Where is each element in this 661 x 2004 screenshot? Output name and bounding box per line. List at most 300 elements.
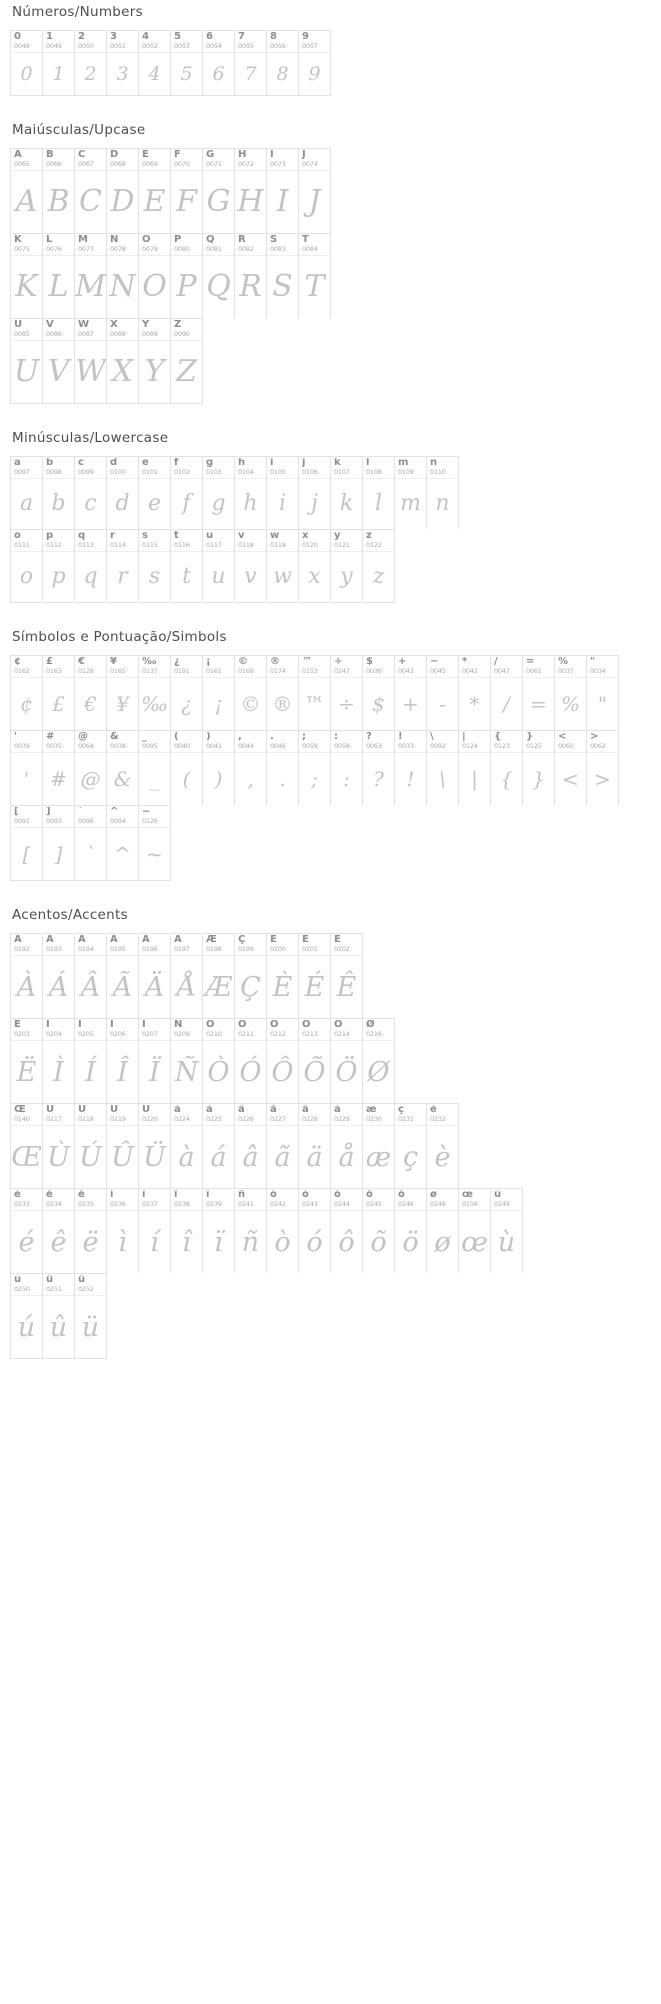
glyph-row [10, 529, 395, 603]
glyph-cell[interactable] [427, 1104, 459, 1188]
glyph-cell[interactable] [43, 234, 75, 318]
glyph-cell-header [107, 1019, 138, 1041]
glyph-code-label: 0116 [174, 541, 190, 549]
glyph-cell[interactable] [43, 319, 75, 403]
glyph-cell[interactable] [299, 149, 331, 233]
glyph-cell-header [171, 731, 202, 753]
glyph-cell[interactable] [235, 530, 267, 602]
glyph-sample: ' [23, 767, 30, 791]
glyph-character-label: á [206, 1105, 213, 1115]
glyph-character-label: + [398, 657, 407, 667]
glyph-sample: à [178, 1141, 195, 1173]
glyph-character-label: 1 [46, 32, 53, 42]
glyph-cell[interactable] [75, 530, 107, 602]
glyph-cell[interactable] [427, 1189, 459, 1273]
glyph-cell-header [267, 1104, 298, 1126]
glyph-cell[interactable] [171, 1189, 203, 1273]
glyph-cell[interactable] [43, 1104, 75, 1188]
glyph-cell[interactable] [75, 1274, 107, 1358]
glyph-cell[interactable] [299, 457, 331, 529]
glyph-cell[interactable] [235, 1104, 267, 1188]
glyph-character-label: õ [366, 1190, 373, 1200]
glyph-cell-header [75, 530, 106, 552]
glyph-cell[interactable] [267, 1189, 299, 1273]
glyph-cell[interactable] [171, 457, 203, 529]
glyph-character-label: ) [206, 732, 211, 742]
glyph-code-label: 0070 [174, 160, 190, 168]
glyph-sample: @ [80, 767, 101, 791]
glyph-cell[interactable] [395, 1104, 427, 1188]
glyph-sample: \ [439, 767, 446, 791]
glyph-cell[interactable] [11, 234, 43, 318]
glyph-sample: . [279, 767, 286, 791]
glyph-cell[interactable] [363, 656, 395, 730]
glyph-cell[interactable] [203, 234, 235, 318]
glyph-cell-header [75, 934, 106, 956]
glyph-cell[interactable] [203, 1189, 235, 1273]
glyph-cell-header [171, 149, 202, 171]
glyph-code-label: 0236 [110, 1200, 126, 1208]
glyph-cell-header [139, 1104, 170, 1126]
glyph-cell-header [203, 31, 234, 53]
glyph-cell[interactable] [139, 319, 171, 403]
glyph-cell[interactable] [171, 31, 203, 95]
glyph-cell[interactable] [43, 530, 75, 602]
glyph-cell[interactable] [299, 731, 331, 805]
glyph-cell[interactable] [171, 530, 203, 602]
glyph-cell-header [395, 731, 426, 753]
glyph-cell[interactable] [171, 149, 203, 233]
glyph-character-label: f [174, 458, 179, 468]
glyph-cell-header [267, 457, 298, 479]
glyph-character-label: z [366, 531, 372, 541]
glyph-cell[interactable] [171, 1104, 203, 1188]
glyph-cell-header [235, 1104, 266, 1126]
glyph-cell[interactable] [75, 1104, 107, 1188]
glyph-sample: ö [402, 1226, 419, 1258]
glyph-cell[interactable] [331, 457, 363, 529]
glyph-cell-header [491, 656, 522, 678]
glyph-cell[interactable] [427, 656, 459, 730]
glyph-cell-header [267, 31, 298, 53]
glyph-cell[interactable] [459, 656, 491, 730]
glyph-sample: À [16, 971, 37, 1003]
glyph-cell[interactable] [331, 656, 363, 730]
glyph-character-label: ¿ [174, 657, 180, 667]
glyph-code-label: 0202 [334, 945, 350, 953]
glyph-cell[interactable] [299, 1104, 331, 1188]
glyph-cell-header [43, 457, 74, 479]
glyph-cell[interactable] [267, 731, 299, 805]
glyph-cell[interactable] [43, 457, 75, 529]
glyph-cell[interactable] [459, 731, 491, 805]
glyph-cell[interactable] [75, 934, 107, 1018]
glyph-code-label: 0162 [14, 667, 30, 675]
glyph-sample: V [47, 354, 70, 389]
glyph-cell[interactable] [555, 656, 587, 730]
glyph-cell[interactable] [203, 31, 235, 95]
glyph-cell[interactable] [43, 1274, 75, 1358]
glyph-sample: : [343, 767, 350, 791]
glyph-character-label: < [558, 732, 567, 742]
glyph-cell-header [171, 31, 202, 53]
glyph-cell[interactable] [43, 149, 75, 233]
glyph-cell[interactable] [107, 319, 139, 403]
glyph-cell-header [299, 149, 330, 171]
glyph-cell[interactable] [107, 31, 139, 95]
glyph-cell[interactable] [427, 731, 459, 805]
glyph-cell[interactable] [363, 1019, 395, 1103]
glyph-cell[interactable] [203, 149, 235, 233]
glyph-cell[interactable] [11, 31, 43, 95]
glyph-cell[interactable] [171, 731, 203, 805]
glyph-cell[interactable] [107, 1189, 139, 1273]
glyph-cell[interactable] [203, 530, 235, 602]
glyph-cell[interactable] [139, 806, 171, 880]
glyph-cell[interactable] [299, 656, 331, 730]
glyph-sample: Q [206, 269, 231, 304]
glyph-cell[interactable] [363, 1104, 395, 1188]
glyph-cell[interactable] [235, 234, 267, 318]
glyph-sample: î [182, 1226, 191, 1258]
glyph-cell[interactable] [235, 149, 267, 233]
glyph-cell[interactable] [491, 656, 523, 730]
glyph-cell[interactable] [139, 530, 171, 602]
glyph-code-label: 0199 [238, 945, 254, 953]
glyph-sample: = [530, 692, 547, 716]
glyph-grid [10, 456, 651, 603]
glyph-sample: ™ [304, 692, 325, 716]
glyph-cell[interactable] [267, 31, 299, 95]
glyph-sample: Æ [204, 971, 233, 1003]
glyph-cell[interactable] [267, 234, 299, 318]
glyph-cell[interactable] [43, 806, 75, 880]
glyph-code-label: 0209 [174, 1030, 190, 1038]
glyph-character-label: Ú [78, 1105, 87, 1115]
glyph-cell[interactable] [107, 530, 139, 602]
glyph-cell[interactable] [491, 731, 523, 805]
glyph-character-label: K [14, 235, 22, 245]
glyph-cell[interactable] [235, 457, 267, 529]
glyph-code-label: 0232 [430, 1115, 446, 1123]
glyph-cell[interactable] [107, 934, 139, 1018]
glyph-cell[interactable] [299, 31, 331, 95]
glyph-cell[interactable] [587, 656, 619, 730]
glyph-cell[interactable] [363, 1189, 395, 1273]
glyph-sample: ` [85, 842, 96, 866]
glyph-cell[interactable] [75, 31, 107, 95]
glyph-cell[interactable] [107, 457, 139, 529]
glyph-character-label: Ã [110, 935, 118, 945]
glyph-cell[interactable] [331, 731, 363, 805]
glyph-cell[interactable] [235, 1019, 267, 1103]
glyph-cell[interactable] [75, 149, 107, 233]
glyph-cell[interactable] [427, 457, 459, 529]
glyph-cell[interactable] [107, 731, 139, 805]
glyph-cell[interactable] [107, 234, 139, 318]
glyph-cell[interactable] [11, 457, 43, 529]
glyph-cell[interactable] [459, 1189, 491, 1273]
glyph-cell[interactable] [75, 234, 107, 318]
glyph-character-label: B [46, 150, 54, 160]
glyph-cell[interactable] [235, 731, 267, 805]
glyph-cell[interactable] [363, 457, 395, 529]
glyph-cell[interactable] [139, 234, 171, 318]
glyph-cell[interactable] [171, 1019, 203, 1103]
glyph-cell[interactable] [75, 806, 107, 880]
glyph-cell-header [107, 457, 138, 479]
glyph-cell[interactable] [523, 656, 555, 730]
glyph-sample: K [15, 269, 38, 304]
glyph-cell[interactable] [395, 656, 427, 730]
glyph-cell[interactable] [139, 934, 171, 1018]
glyph-cell[interactable] [43, 656, 75, 730]
glyph-sample: v [244, 564, 257, 589]
glyph-code-label: 0246 [398, 1200, 414, 1208]
glyph-cell[interactable] [171, 656, 203, 730]
glyph-row [10, 805, 171, 881]
glyph-row [10, 655, 619, 730]
glyph-cell[interactable] [523, 731, 555, 805]
glyph-character-label: Î [110, 1020, 114, 1030]
glyph-cell[interactable] [171, 319, 203, 403]
glyph-code-label: 0083 [270, 245, 286, 253]
glyph-cell[interactable] [139, 149, 171, 233]
glyph-code-label: 0089 [142, 330, 158, 338]
glyph-cell[interactable] [139, 457, 171, 529]
glyph-cell[interactable] [363, 731, 395, 805]
glyph-character-label: i [270, 458, 274, 468]
glyph-code-label: 0112 [46, 541, 62, 549]
glyph-sample: É [304, 971, 325, 1003]
glyph-character-label: g [206, 458, 214, 468]
glyph-character-label: œ [462, 1190, 473, 1200]
glyph-cell[interactable] [75, 656, 107, 730]
glyph-code-label: 0041 [206, 742, 222, 750]
glyph-cell[interactable] [43, 934, 75, 1018]
glyph-cell[interactable] [235, 656, 267, 730]
glyph-code-label: 0080 [174, 245, 190, 253]
glyph-cell[interactable] [267, 1019, 299, 1103]
glyph-cell[interactable] [43, 1019, 75, 1103]
glyph-character-label: é [14, 1190, 21, 1200]
glyph-character-label: ñ [238, 1190, 246, 1200]
glyph-character-label: Œ [14, 1105, 26, 1115]
glyph-cell[interactable] [11, 319, 43, 403]
section-title: Minúsculas/Lowercase [12, 430, 169, 446]
glyph-cell[interactable] [235, 934, 267, 1018]
glyph-cell[interactable] [107, 806, 139, 880]
glyph-cell[interactable] [11, 530, 43, 602]
glyph-cell[interactable] [299, 234, 331, 318]
glyph-cell[interactable] [331, 934, 363, 1018]
glyph-code-label: 0074 [302, 160, 318, 168]
glyph-cell[interactable] [267, 149, 299, 233]
glyph-sample: % [560, 692, 580, 716]
glyph-character-label: È [270, 935, 277, 945]
glyph-cell-header [235, 234, 266, 256]
glyph-sample: G [206, 184, 231, 219]
glyph-cell-header [331, 457, 362, 479]
glyph-cell[interactable] [299, 934, 331, 1018]
glyph-cell[interactable] [139, 656, 171, 730]
glyph-sample: Á [48, 971, 69, 1003]
glyph-character-label: F [174, 150, 181, 160]
glyph-cell[interactable] [203, 934, 235, 1018]
glyph-cell[interactable] [11, 806, 43, 880]
glyph-cell[interactable] [139, 31, 171, 95]
glyph-cell-header [395, 1189, 426, 1211]
glyph-cell[interactable] [11, 731, 43, 805]
glyph-code-label: 0174 [270, 667, 286, 675]
glyph-code-label: 0104 [238, 468, 254, 476]
glyph-character-label: Ö [334, 1020, 343, 1030]
glyph-cell[interactable] [267, 457, 299, 529]
glyph-cell[interactable] [11, 1189, 43, 1273]
glyph-cell[interactable] [299, 1019, 331, 1103]
glyph-cell[interactable] [75, 1019, 107, 1103]
glyph-code-label: 0045 [430, 667, 446, 675]
glyph-cell[interactable] [235, 1189, 267, 1273]
glyph-cell[interactable] [267, 656, 299, 730]
glyph-code-label: 0200 [270, 945, 286, 953]
glyph-cell-header [75, 1189, 106, 1211]
glyph-cell[interactable] [331, 1189, 363, 1273]
glyph-cell[interactable] [267, 1104, 299, 1188]
glyph-character-label: Ü [142, 1105, 151, 1115]
glyph-cell-header [171, 457, 202, 479]
glyph-code-label: 0123 [494, 742, 510, 750]
glyph-cell[interactable] [107, 149, 139, 233]
glyph-code-label: 0207 [142, 1030, 158, 1038]
glyph-cell-header [267, 731, 298, 753]
glyph-code-label: 0251 [46, 1285, 62, 1293]
glyph-cell[interactable] [43, 1189, 75, 1273]
glyph-cell[interactable] [331, 530, 363, 602]
glyph-cell-header [107, 656, 138, 678]
glyph-row [10, 933, 363, 1018]
glyph-cell-header [267, 234, 298, 256]
glyph-code-label: 0237 [142, 1200, 158, 1208]
glyph-sample: Ø [367, 1056, 390, 1088]
glyph-sample: P [176, 269, 197, 304]
glyph-cell[interactable] [235, 31, 267, 95]
glyph-cell[interactable] [75, 457, 107, 529]
glyph-code-label: 0217 [46, 1115, 62, 1123]
glyph-cell[interactable] [203, 731, 235, 805]
glyph-cell-header [427, 656, 458, 678]
glyph-cell[interactable] [171, 934, 203, 1018]
glyph-cell[interactable] [75, 319, 107, 403]
glyph-cell-header [331, 656, 362, 678]
glyph-character-label: Æ [206, 935, 217, 945]
glyph-character-label: O [142, 235, 151, 245]
glyph-sample: } [532, 767, 545, 791]
glyph-character-label: Y [142, 320, 150, 330]
glyph-sample: Ó [239, 1056, 262, 1088]
glyph-cell-header [235, 656, 266, 678]
glyph-cell[interactable] [75, 731, 107, 805]
glyph-cell[interactable] [267, 530, 299, 602]
glyph-cell-header [107, 319, 138, 341]
glyph-cell-header [75, 1019, 106, 1041]
glyph-code-label: 0065 [14, 160, 30, 168]
glyph-cell[interactable] [395, 1189, 427, 1273]
glyph-sample: E [143, 184, 166, 219]
glyph-character-label: H [238, 150, 247, 160]
glyph-sample: Ë [16, 1056, 37, 1088]
glyph-cell[interactable] [299, 530, 331, 602]
glyph-character-label: ê [46, 1190, 53, 1200]
glyph-row [10, 233, 331, 318]
glyph-cell[interactable] [587, 731, 619, 805]
glyph-cell[interactable] [43, 31, 75, 95]
glyph-cell[interactable] [11, 1019, 43, 1103]
glyph-character-label: : [334, 732, 338, 742]
glyph-code-label: 0203 [14, 1030, 30, 1038]
glyph-cell[interactable] [43, 731, 75, 805]
glyph-cell[interactable] [555, 731, 587, 805]
glyph-cell[interactable] [267, 934, 299, 1018]
glyph-cell[interactable] [139, 731, 171, 805]
glyph-cell[interactable] [171, 234, 203, 318]
glyph-cell[interactable] [11, 1104, 43, 1188]
glyph-cell[interactable] [139, 1189, 171, 1273]
glyph-cell[interactable] [11, 1274, 43, 1358]
glyph-character-label: ] [46, 807, 51, 817]
glyph-cell[interactable] [75, 1189, 107, 1273]
glyph-character-label: ø [430, 1190, 437, 1200]
glyph-cell-header [11, 1104, 42, 1126]
glyph-sample: k [339, 491, 354, 516]
glyph-character-label: ® [270, 657, 280, 667]
glyph-cell[interactable] [139, 1104, 171, 1188]
glyph-character-label: % [558, 657, 569, 667]
glyph-cell[interactable] [11, 934, 43, 1018]
glyph-cell-header [235, 1189, 266, 1211]
glyph-cell[interactable] [107, 1019, 139, 1103]
glyph-cell[interactable] [331, 1104, 363, 1188]
glyph-cell[interactable] [11, 656, 43, 730]
glyph-cell[interactable] [203, 1104, 235, 1188]
glyph-cell[interactable] [11, 149, 43, 233]
glyph-cell[interactable] [331, 1019, 363, 1103]
glyph-cell[interactable] [107, 656, 139, 730]
glyph-cell[interactable] [139, 1019, 171, 1103]
glyph-cell[interactable] [491, 1189, 523, 1273]
glyph-sample: a [19, 491, 34, 516]
glyph-cell[interactable] [203, 1019, 235, 1103]
glyph-cell[interactable] [299, 1189, 331, 1273]
glyph-cell[interactable] [395, 457, 427, 529]
glyph-cell-header [11, 457, 42, 479]
glyph-cell[interactable] [203, 656, 235, 730]
glyph-cell[interactable] [363, 530, 395, 602]
glyph-cell-header [555, 656, 586, 678]
glyph-code-label: 0214 [334, 1030, 350, 1038]
glyph-cell[interactable] [107, 1104, 139, 1188]
glyph-code-label: 0059 [302, 742, 318, 750]
glyph-code-label: 0064 [78, 742, 94, 750]
glyph-cell-header [107, 806, 138, 828]
glyph-cell-header [459, 1189, 490, 1211]
glyph-cell-header [203, 457, 234, 479]
glyph-cell-header [139, 319, 170, 341]
glyph-cell[interactable] [395, 731, 427, 805]
glyph-cell-header [11, 319, 42, 341]
glyph-character-label: £ [46, 657, 53, 667]
glyph-cell[interactable] [203, 457, 235, 529]
